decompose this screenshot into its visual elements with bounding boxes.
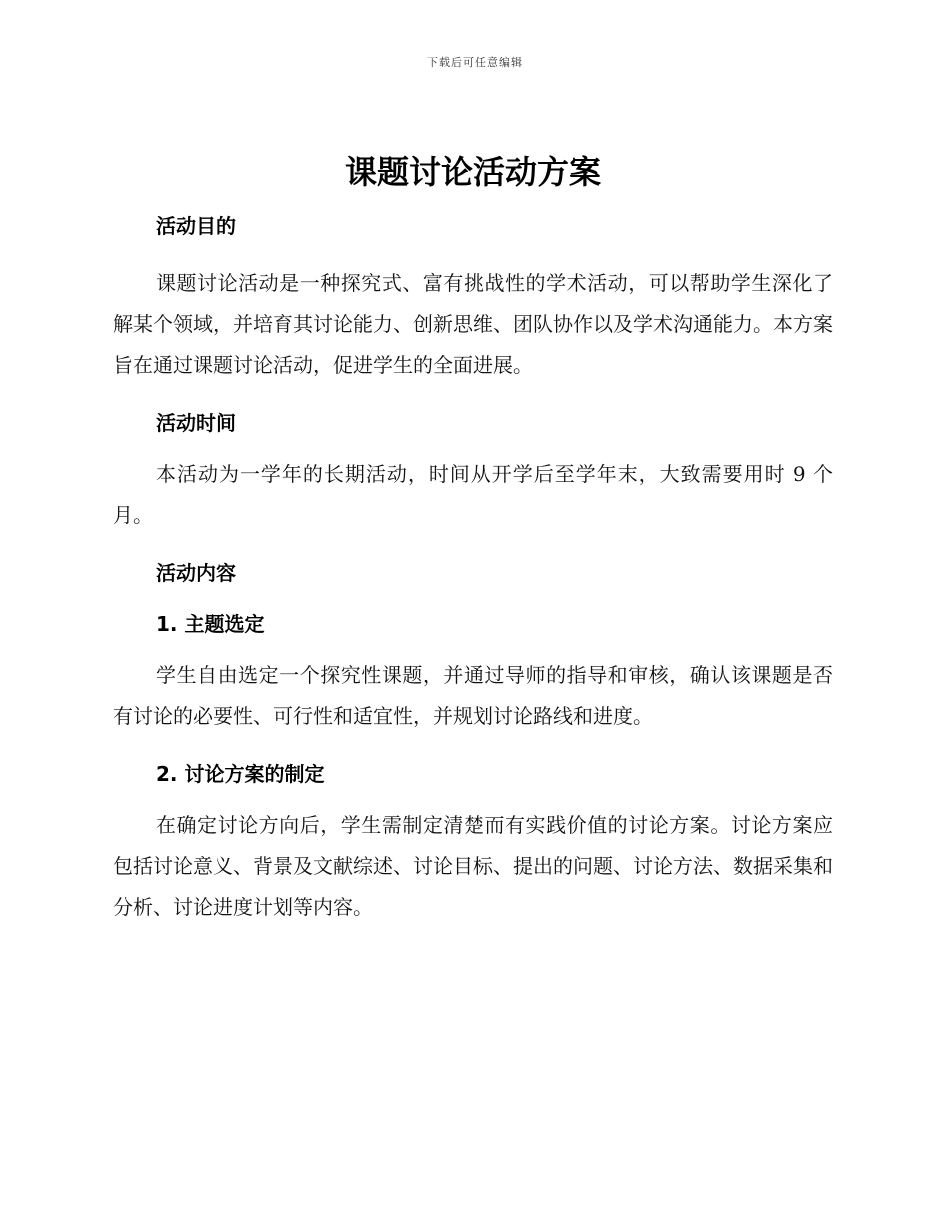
section-heading-plan-drafting: 2. 讨论方案的制定 (156, 762, 325, 786)
section-heading-time: 活动时间 (156, 411, 236, 435)
section-paragraph-plan-drafting: 在确定讨论方向后，学生需制定清楚而有实践价值的讨论方案。讨论方案应包括讨论意义、背景及文献综述、讨论目标、提出的问题、讨论方法、数据采集和分析、讨论进度计划等内容。 (113, 813, 833, 919)
section-heading-content: 活动内容 (156, 561, 236, 585)
section-heading-purpose: 活动目的 (156, 214, 236, 238)
section-paragraph-time: 本活动为一学年的长期活动，时间从开学后至学年末，大致需要用时 9 个月。 (113, 462, 833, 527)
section-paragraph-topic-selection: 学生自由选定一个探究性课题，并通过导师的指导和审核，确认该课题是否有讨论的必要性、可行性和适宜性，并规划讨论路线和进度。 (113, 663, 833, 728)
section-heading-topic-selection: 1. 主题选定 (156, 612, 265, 636)
document-title: 课题讨论活动方案 (344, 153, 601, 191)
document-body (113, 150, 833, 928)
running-header: 下载后可任意编辑 (427, 56, 523, 69)
section-paragraph-purpose: 课题讨论活动是一种探究式、富有挑战性的学术活动，可以帮助学生深化了解某个领域，并培育其讨论能力、创新思维、团队协作以及学术沟通能力。本方案旨在通过课题讨论活动，促进学生的全面进展。 (113, 271, 833, 377)
